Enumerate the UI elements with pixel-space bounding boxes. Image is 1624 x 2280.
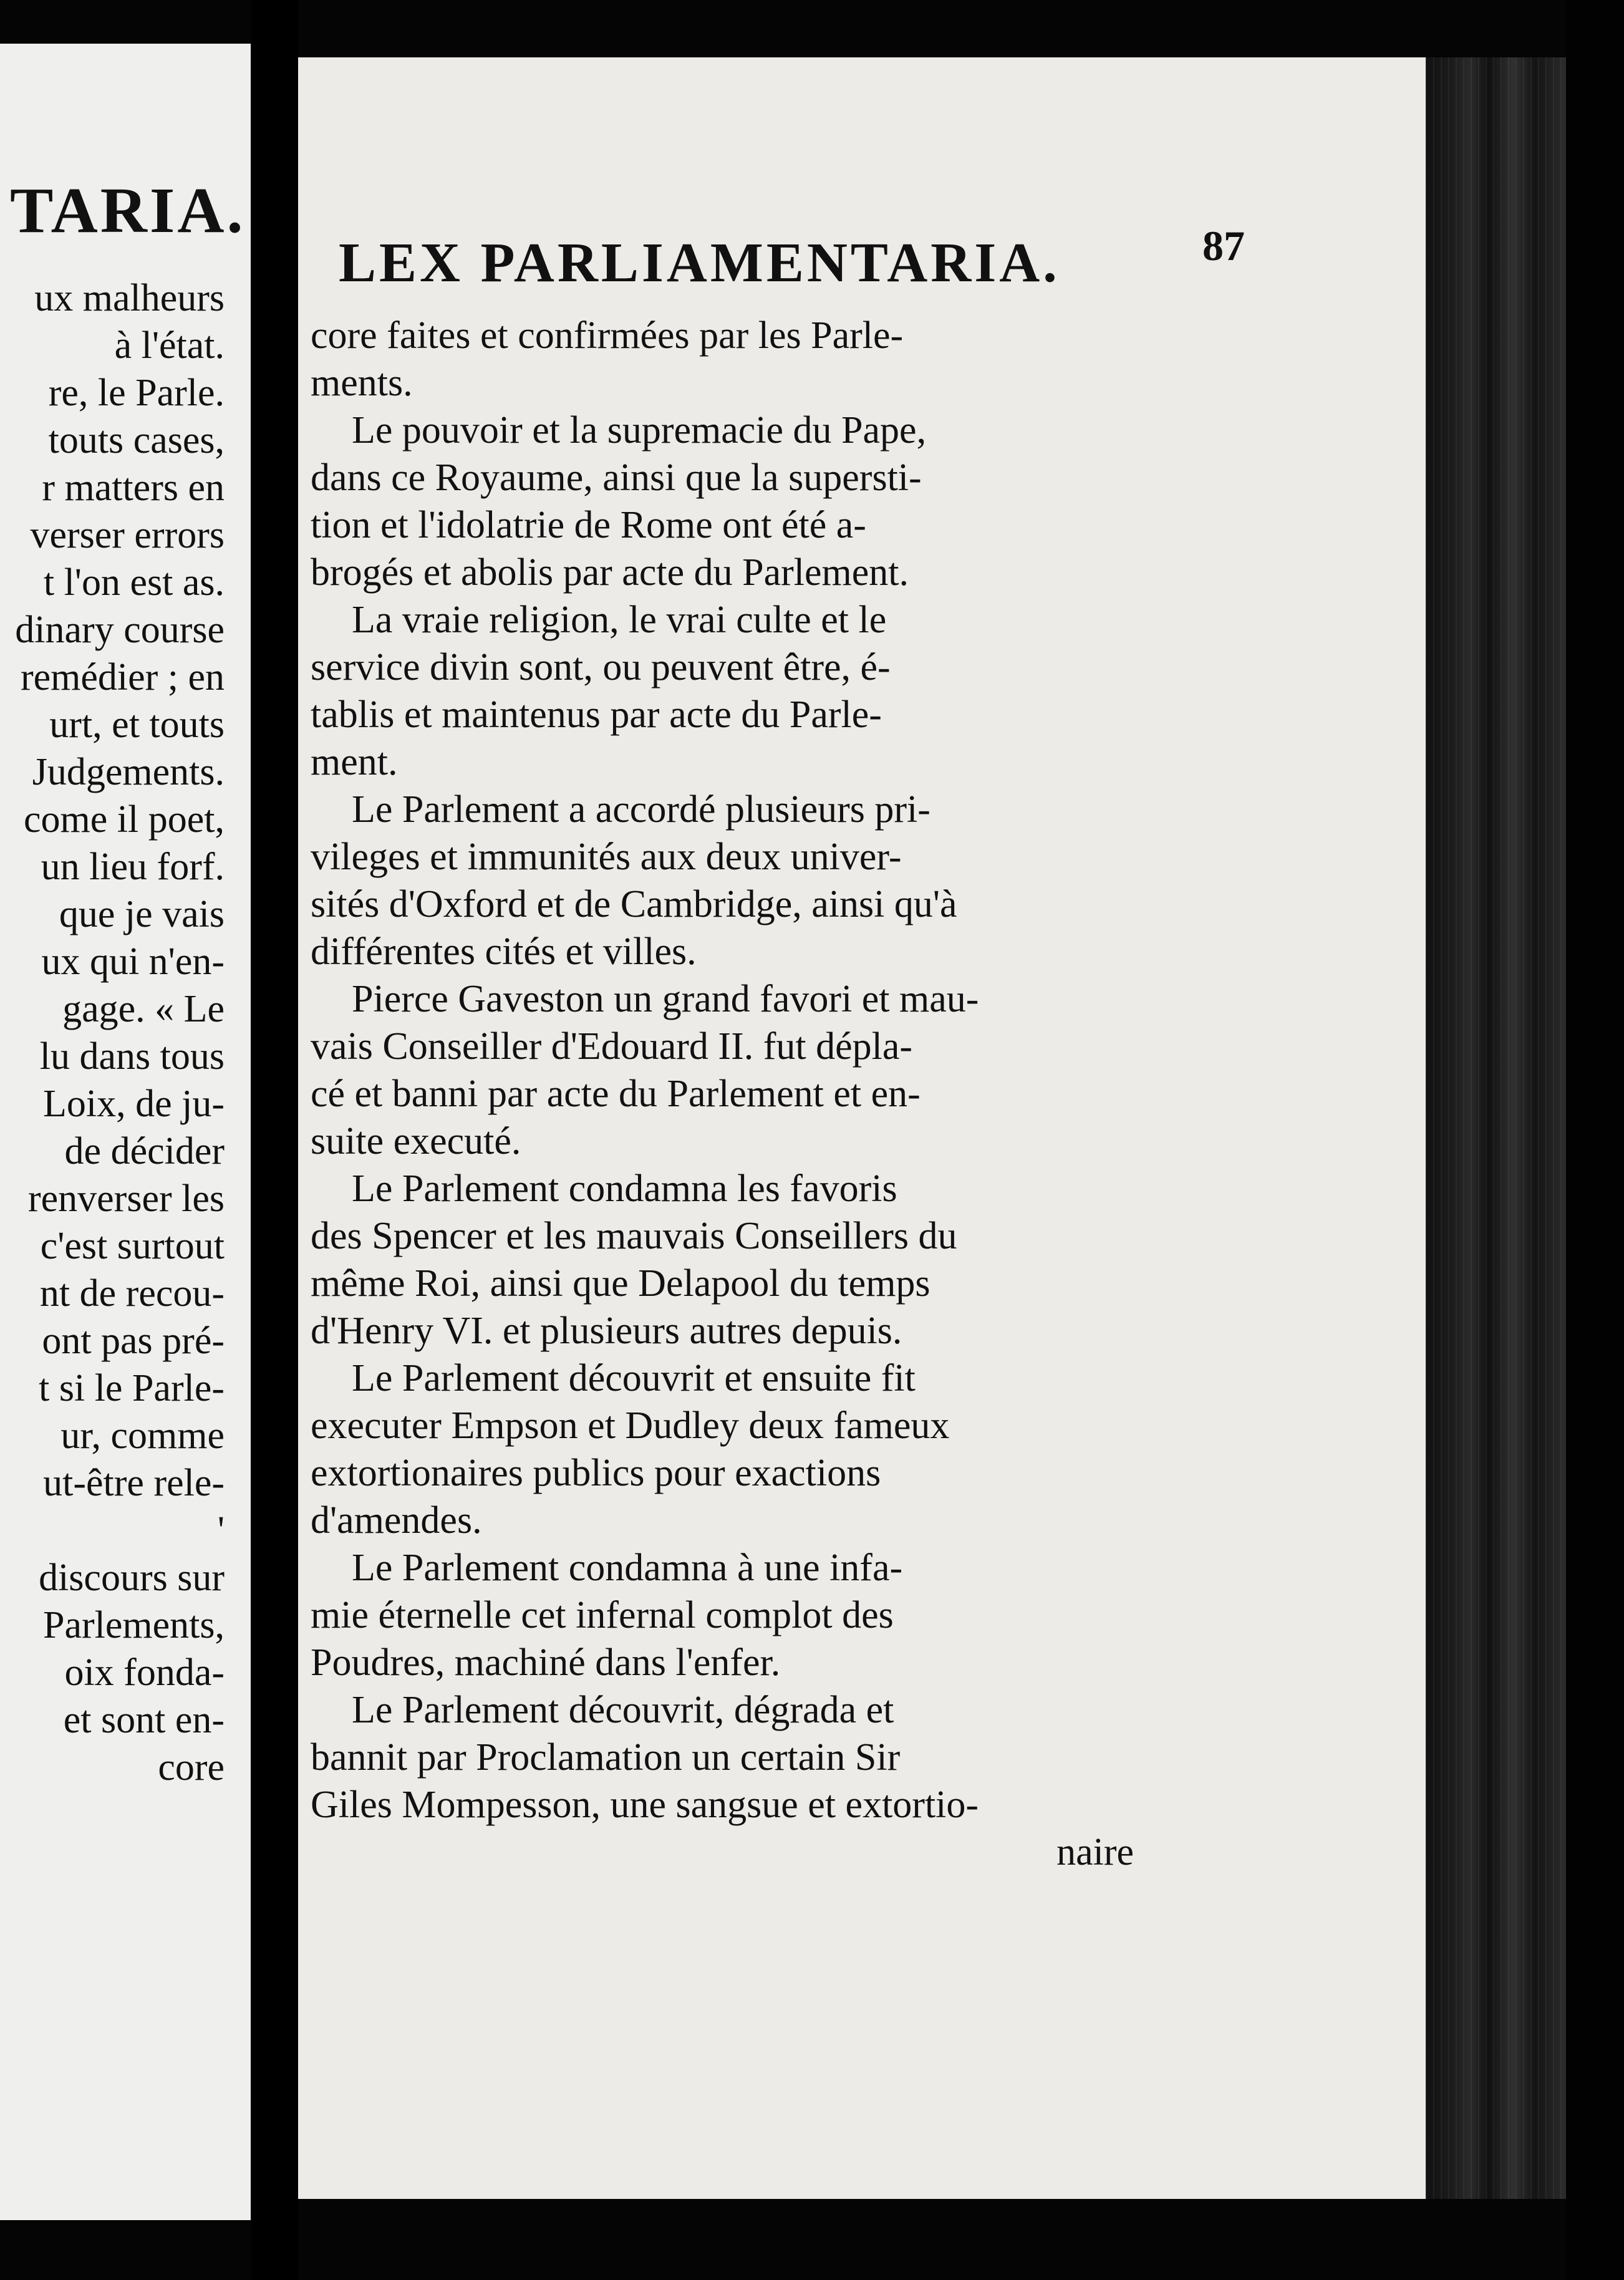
body-text-line: Le Parlement découvrit et ensuite fit	[352, 1357, 916, 1399]
left-page-line: remédier ; en	[20, 656, 225, 698]
left-page-line: c'est surtout	[40, 1225, 225, 1267]
body-text-line: d'Henry VI. et plusieurs autres depuis.	[311, 1310, 902, 1352]
body-text-line: La vraie religion, le vrai culte et le	[352, 599, 887, 641]
left-page-line: dinary course	[15, 609, 225, 651]
right-running-header: LEX PARLIAMENTARIA.	[339, 232, 1060, 294]
left-page-line: come il poet,	[24, 798, 225, 841]
left-page-line: urt, et touts	[49, 703, 225, 746]
body-text-line: ments.	[311, 362, 413, 404]
body-text-line: vais Conseiller d'Edouard II. fut dépla-	[311, 1025, 912, 1068]
body-text-line: d'amendes.	[311, 1499, 482, 1542]
scan-background-edge	[1566, 0, 1624, 2280]
left-page-line: et sont en-	[63, 1699, 225, 1741]
left-page-line: Loix, de ju-	[43, 1083, 225, 1125]
left-page-line: r matters en	[42, 466, 225, 509]
body-text-line: brogés et abolis par acte du Parlement.	[311, 551, 909, 594]
body-text-line: Giles Mompesson, une sangsue et extortio-	[311, 1784, 979, 1826]
left-page-line: touts cases,	[48, 419, 225, 461]
left-page-line: un lieu forf.	[41, 846, 225, 888]
left-page-line: ux qui n'en-	[41, 940, 225, 983]
faint-bleed-through-marks	[1297, 405, 1378, 1777]
body-text-line: ment.	[311, 741, 398, 783]
left-running-header: TARIA.	[10, 175, 246, 246]
body-text-line: Poudres, machiné dans l'enfer.	[311, 1641, 781, 1684]
body-text-line: vileges et immunités aux deux univer-	[311, 836, 902, 878]
body-text-line: suite executé.	[311, 1120, 521, 1162]
left-page-line: que je vais	[59, 893, 225, 935]
left-page-line: verser errors	[30, 514, 225, 556]
body-text-line: cé et banni par acte du Parlement et en-	[311, 1073, 921, 1115]
left-page-line: ur, comme	[60, 1414, 225, 1457]
left-page-line: discours sur	[39, 1557, 225, 1599]
left-page-line: Judgements.	[32, 751, 225, 793]
left-page-line: core	[158, 1746, 225, 1789]
body-text-line: Pierce Gaveston un grand favori et mau-	[352, 978, 979, 1020]
left-page-line: lu dans tous	[39, 1035, 225, 1078]
body-text-line: même Roi, ainsi que Delapool du temps	[311, 1262, 930, 1305]
left-page-line: ut-être rele-	[43, 1462, 225, 1504]
left-page-line: renverser les	[28, 1177, 225, 1220]
left-page-line: oix fonda-	[64, 1651, 225, 1694]
left-page-text	[5, 274, 225, 1791]
left-page-line: de décider	[64, 1130, 225, 1172]
body-text-line: sités d'Oxford et de Cambridge, ainsi qu'à	[311, 883, 957, 925]
left-page-line: gage. « Le	[62, 988, 225, 1030]
body-text-line: Le Parlement découvrit, dégrada et	[352, 1689, 894, 1731]
body-text-line: naire	[1056, 1831, 1134, 1873]
body-text-line: dans ce Royaume, ainsi que la supersti-	[311, 456, 922, 499]
body-text-line: tablis et maintenus par acte du Parle-	[311, 693, 882, 736]
left-page-line: t l'on est as.	[43, 561, 225, 604]
left-page-line: re, le Parle.	[48, 372, 225, 414]
body-text-line: Le Parlement condamna les favoris	[352, 1167, 897, 1210]
body-text-line: core faites et confirmées par les Parle-	[311, 314, 904, 357]
body-text-line: Le Parlement condamna à une infa-	[352, 1547, 903, 1589]
left-page-line: '	[217, 1509, 225, 1552]
body-text-line: mie éternelle cet infernal complot des	[311, 1594, 894, 1636]
left-page-line: ux malheurs	[34, 277, 225, 319]
left-page-line: à l'état.	[114, 324, 225, 367]
body-text-line: service divin sont, ou peuvent être, é-	[311, 646, 891, 688]
body-text-line: Le Parlement a accordé plusieurs pri-	[352, 788, 930, 831]
body-text-line: extortionaires publics pour exactions	[311, 1452, 881, 1494]
body-text-line: tion et l'idolatrie de Rome ont été a-	[311, 504, 866, 546]
body-text-line: des Spencer et les mauvais Conseillers du	[311, 1215, 957, 1257]
left-page-line: t si le Parle-	[39, 1367, 225, 1409]
body-text-line: bannit par Proclamation un certain Sir	[311, 1736, 901, 1779]
page-edge-stack	[1426, 57, 1566, 2199]
left-page-line: nt de recou-	[39, 1272, 225, 1315]
left-page-line: ont pas pré-	[42, 1320, 225, 1362]
body-text-line: executer Empson et Dudley deux fameux	[311, 1404, 950, 1447]
body-text-line: Le pouvoir et la supremacie du Pape,	[352, 409, 927, 452]
body-text-line: différentes cités et villes.	[311, 930, 697, 973]
right-page-text	[311, 312, 1134, 1876]
book-gutter	[251, 0, 298, 2280]
left-page-line: Parlements,	[43, 1604, 225, 1646]
page-number: 87	[1202, 222, 1245, 269]
